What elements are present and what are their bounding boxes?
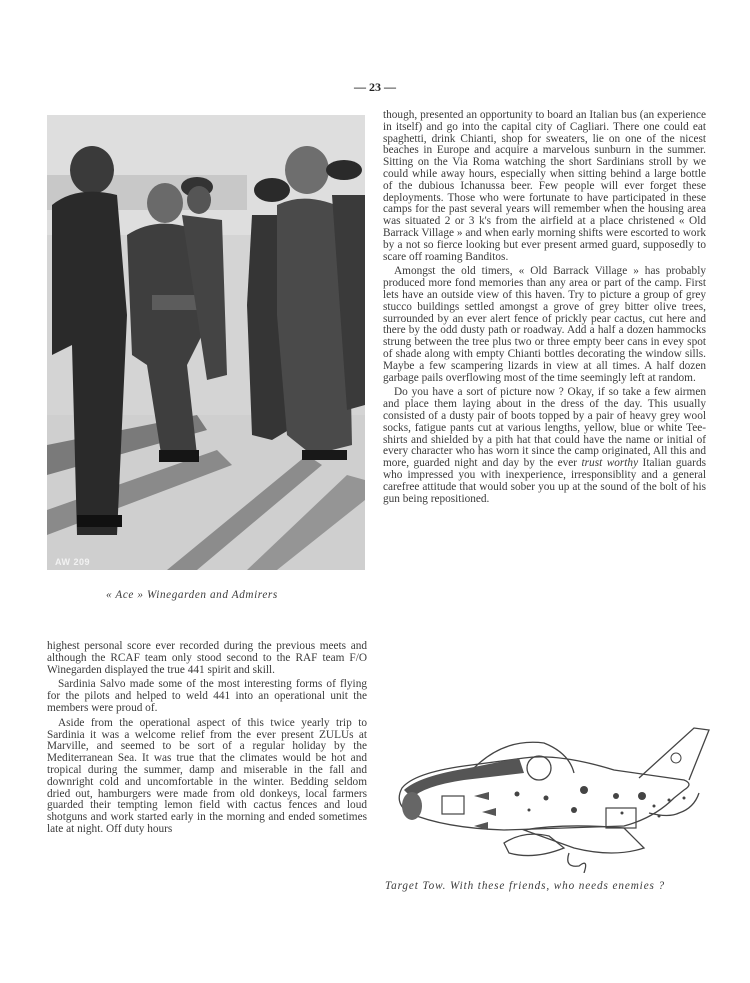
photo-caption: « Ace » Winegarden and Admirers	[106, 589, 278, 601]
emphasis-trust-worthy: trust worthy	[581, 457, 639, 470]
cartoon-caption: Target Tow. With these friends, who needs enemies ?	[385, 880, 666, 892]
page-number: — 23 —	[354, 80, 396, 94]
jet-drawing	[384, 718, 714, 873]
paragraph: though, presented an opportunity to board an Italian bus (an experience in itself) and go into the capital city of Cagliari. There one could eat spaghetti, drink Chianti, shop for sweaters, lie on one of the nicest beaches in Europe and acquire a marvelous sunburn in the summer. Sitting on the Via Roma watching the short Sardinians stroll by we could while away hours, especially when sitting behind a large bottle of the dubious Ichanussa beer. Few people will ever forget these deployments. Those who were fortunate to have participated in these camps for the past several years will remember when the housing area was situated 2 or 3 k's from the airfield at a place christened « Old Barrack Village » and when early morning shifts were escorted to work by a not so fierce looking but ever present armed guard, supposedly to scare off roaming Banditos.	[383, 109, 706, 263]
right-column	[383, 110, 706, 505]
paragraph: Amongst the old timers, « Old Barrack Village » has probably produced more fond memories than any area or part of the camp. First lets have an outside view of this haven. Try to picture a group of grey stucco buildings settled amongst a grove of grey bitter olive trees, surrounded by an ever alert fence of prickly pear cactus, cut here and there by the odd dusty path or roadway. Add a half a dozen hammocks strung between the tree plus two or three empty beer cans in evey spot of shade along with empty Chianti bottles decorating the window sills. Maybe a few scampering lizards in view at all times. A half dozen garbage pails overflowing most of the time seemingly left at random.	[383, 265, 706, 384]
photo-reference-tag: AW 209	[55, 557, 91, 567]
photo-image	[47, 115, 365, 570]
photo-ace-winegarden	[47, 115, 365, 570]
paragraph	[383, 387, 706, 505]
left-column	[47, 641, 367, 836]
text-run: Italian guards who impressed you with inexperience, irresponsiblity and a general carefree attitude that would sober you up at the sound of the bolt of his gun being repositioned.	[383, 457, 706, 505]
paragraph: Aside from the operational aspect of this twice yearly trip to Sardinia it was a welcome relief from the ever present ZULUs at Marville, and seemed to be sort of a regular holiday by the Mediterranean Sea. It was true that the climates would be hot and tropical during the summer, damp and miserable in the fall and downright cold and uncomfortable in the winter. Bedding seldom dried out, hamburgers were made from old donkeys, local farmers guarded their tempting lemon field with cactus fences and loud shotguns and work started early in the morning and ended sometimes late at night. Off duty hours	[47, 716, 367, 835]
paragraph: highest personal score ever recorded during the previous meets and although the RCAF team only stood second to the RAF team F/O Winegarden displayed the true 441 spirit and skill.	[47, 640, 367, 676]
paragraph: Sardinia Salvo made some of the most interesting forms of flying for the pilots and helped to weld 441 into an operational unit the members were proud of.	[47, 678, 367, 714]
text-run: Do you have a sort of picture now ? Okay, if so take a few airmen and place them laying about in the dress of the day. This usually consisted of a dusty pair of boots topped by a pair of heavy grey wool socks, fatigue pants cut at various lengths, yellow, blue or white Tee-shirts and shielded by a pith hat that could have the name or initial of every character who has worn it since the camp originated, All this and more, guarded night and day by the ever	[383, 386, 706, 470]
cartoon-jet-illustration	[384, 718, 714, 873]
